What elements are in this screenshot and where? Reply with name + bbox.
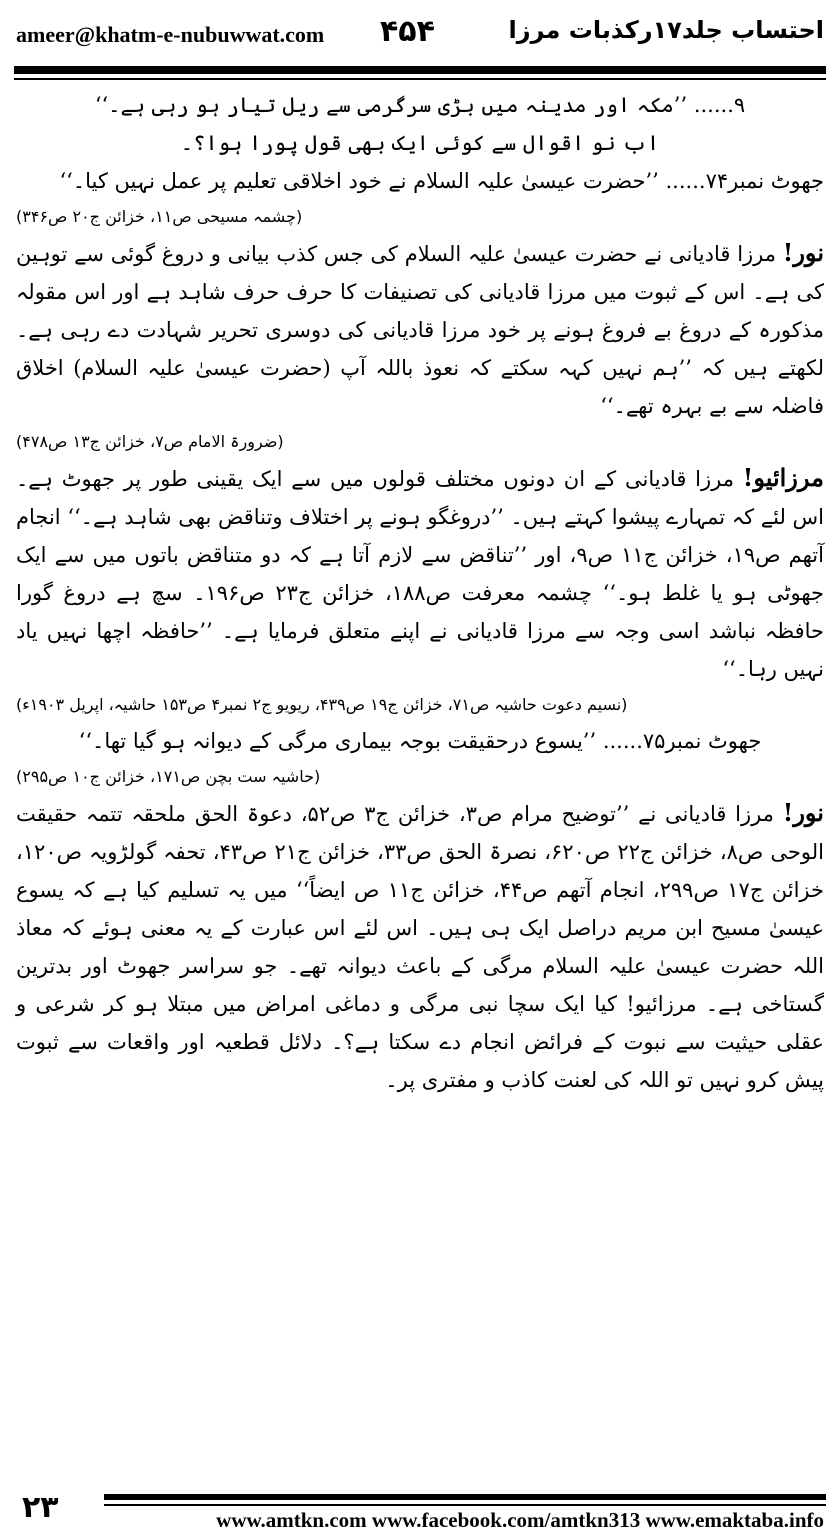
- page-header: [0, 0, 840, 80]
- footer-rule-thick: [104, 1494, 826, 1500]
- footer-links: www.amtkn.com www.facebook.com/amtkn313 www.emaktaba.info: [216, 1508, 824, 1532]
- paragraph-1: [16, 234, 824, 425]
- paragraph-2-text: مرزا قادیانی کے ان دونوں مختلف قولوں میں سے ایک یقینی طور پر جھوٹ ہے۔ اس لئے کہ تمہارے پیشوا کہتے ہیں۔ ’’دروغگو ہونے پر اختلاف وتناقض بھی شاہد ہے۔‘‘ انجام آتھم ص۱۹، خزائن ج۱۱ ص۹، اور ’’تناقض سے لازم آتا ہے کہ دو متناقض باتوں میں سے ایک جھوٹی ہو یا غلط ہو۔‘‘ چشمہ معرفت ص۱۸۸، خزائن ج۲۳ ص۱۹۶۔ سچ ہے دروغ گورا حافظہ نباشد اسی وجہ سے مرزا قادیانی نے اپنے متعلق فرمایا ہے۔ ’’حافظہ اچھا نہیں یاد نہیں رہا۔‘‘: [16, 467, 824, 681]
- paragraph-3-lead: نور!: [782, 798, 824, 827]
- header-title: احتساب جلد۱۷رکذبات مرزا: [508, 16, 824, 44]
- page-footer: [0, 1488, 840, 1540]
- paragraph-1-text: مرزا قادیانی نے حضرت عیسیٰ علیہ السلام کی جس کذب بیانی و دروغ گوئی سے توہین کی ہے۔ اس کے ثبوت میں مرزا قادیانی کی تصنیفات کا حرف حرف شاہد ہے اور اس مقولہ مذکورہ کے دروغ بے فروغ ہونے پر خود مرزا قادیانی کی دوسری تحریر شہادت دے رہی ہے۔ لکھتے ہیں کہ ’’ہم نہیں کہہ سکتے کہ نعوذ باللہ آپ (حضرت عیسیٰ علیہ السلام) اخلاق فاضلہ سے بے بہرہ تھے۔‘‘: [16, 242, 825, 418]
- body-line-3: جھوٹ نمبر۷۴...... ’’حضرت عیسیٰ علیہ السلام نے خود اخلاقی تعلیم پر عمل نہیں کیا۔‘‘: [59, 169, 824, 193]
- body-line-4: جھوٹ نمبر۷۵...... ’’یسوع درحقیقت بوجہ بیماری مرگی کے دیوانہ ہو گیا تھا۔‘‘: [78, 729, 762, 753]
- paragraph-2: [16, 459, 824, 688]
- header-page-number: ۴۵۴: [380, 14, 435, 49]
- page-body: [16, 86, 824, 1099]
- reference-2: (ضرورۃ الامام ص۷، خزائن ج۱۳ ص۴۷۸): [16, 432, 284, 451]
- paragraph-3-text: مرزا قادیانی نے ’’توضیح مرام ص۳، خزائن ج۳ ص۵۲، دعوۃ الحق ملحقہ تتمہ حقیقت الوحی ص۸، خزائن ج۲۲ ص۶۲۰، نصرۃ الحق ص۳۳، خزائن ج۲۱ ص۴۳، تحفہ گولڑویہ ص۱۲۰، خزائن ج۱۷ ص۲۹۹، انجام آتھم ص۴۴، خزائن ج۱۱ ص ایضاً‘‘ میں یہ تسلیم کیا ہے کہ یسوع عیسیٰ مسیح ابن مریم دراصل ایک ہی ہیں۔ اس لئے اس عبارت کے یہ معنی ہوئے کہ معاذ اللہ حضرت عیسیٰ علیہ السلام مرگی کے باعث دیوانہ تھے۔ جو سراسر جھوٹ اور بدترین گستاخی ہے۔ مرزائیو! کیا ایک سچا نبی مرگی و دماغی امراض میں مبتلا ہو کر شرعی و عقلی حیثیت سے نبوت کے فرائض انجام دے سکتا ہے؟۔ دلائل قطعیہ اور واقعات سے ثبوت پیش کرو نہیں تو اللہ کی لعنت کاذب و مفتری پر۔: [16, 802, 824, 1092]
- paragraph-3: [16, 794, 824, 1099]
- paragraph-2-lead: مرزائیو!: [742, 463, 824, 492]
- body-line-2: اب نو اقوال سے کوئی ایک بھی قول پورا ہوا؟۔: [180, 131, 660, 155]
- paragraph-1-lead: نور!: [782, 238, 824, 267]
- footer-rule-thin: [104, 1504, 826, 1506]
- reference-1: (چشمہ مسیحی ص۱۱، خزائن ج۲۰ ص۳۴۶): [16, 207, 303, 226]
- body-line-1: ۹...... ’’مکہ اور مدینہ میں بڑی سرگرمی سے ریل تیار ہو رہی ہے۔‘‘: [94, 93, 746, 117]
- header-rule-thick: [14, 66, 826, 74]
- reference-4: (حاشیہ ست بچن ص۱۷۱، خزائن ج۱۰ ص۲۹۵): [16, 767, 321, 786]
- header-rule-thin: [14, 78, 826, 80]
- reference-3: (نسیم دعوت حاشیہ ص۷۱، خزائن ج۱۹ ص۴۳۹، ریویو ج۲ نمبر۴ ص۱۵۳ حاشیہ، اپریل ۱۹۰۳ء): [16, 695, 628, 714]
- header-email: ameer@khatm-e-nubuwwat.com: [16, 22, 325, 47]
- footer-page-number: ۲۳: [22, 1490, 59, 1525]
